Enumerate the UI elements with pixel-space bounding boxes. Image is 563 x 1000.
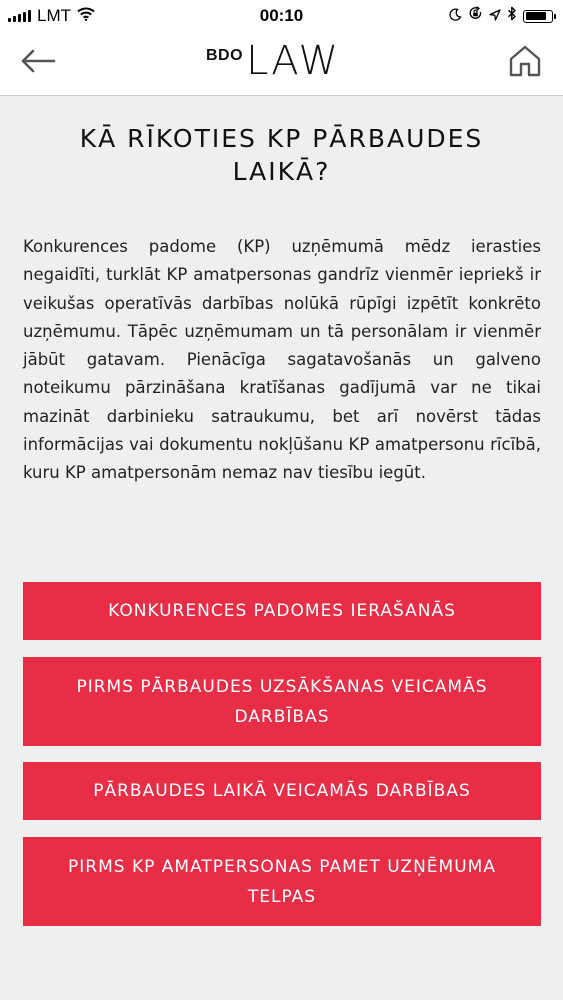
status-bar bbox=[0, 0, 563, 32]
menu-button-competition-council-arrival[interactable] bbox=[23, 582, 541, 640]
page-title: KĀ RĪKOTIES KP PĀRBAUDES LAIKĀ? bbox=[79, 124, 484, 186]
back-button[interactable] bbox=[18, 46, 58, 80]
signal-icon bbox=[8, 10, 31, 22]
menu-button-before-inspection[interactable] bbox=[23, 657, 541, 746]
intro-paragraph: Konkurences padome (KP) uzņēmumā mēdz ierasties negaidīti, turklāt KP amatpersonas gandrīz vienmēr iepriekš ir veikušas operatīvās darbības nolūkā rūpīgi izpētīt konkrēto uzņēmumu. Tāpēc uzņēmumam un tā personālam ir vienmēr jābūt gatavam. Pienācīga sagatavošanās un galveno noteikumu pārzināšana kratīšanas gadījumā var ne tikai mazināt darbinieku satraukumu, bet arī novērst tādas informācijas vai dokumentu nokļūšanu KP amatpersonu rīcībā, kuru KP amatpersonām nemaz nav tiesību iegūt. bbox=[23, 237, 541, 483]
battery-level bbox=[526, 12, 546, 20]
bdo-law-logo bbox=[206, 38, 340, 90]
menu-button-label: PĀRBAUDES LAIKĀ VEICAMĀS DARBĪBAS bbox=[93, 781, 471, 801]
home-icon bbox=[508, 44, 542, 83]
battery-icon bbox=[523, 10, 553, 23]
wifi-icon bbox=[77, 6, 95, 26]
home-button[interactable] bbox=[505, 44, 545, 82]
menu-button-label: KONKURENCES PADOMES IERAŠANĀS bbox=[108, 601, 456, 621]
app-header bbox=[0, 32, 563, 96]
arrow-left-icon bbox=[20, 49, 56, 78]
bluetooth-icon bbox=[507, 6, 517, 26]
menu-button-before-officials-leave[interactable] bbox=[23, 837, 541, 926]
status-bar-right bbox=[449, 6, 553, 26]
menu-button-during-inspection[interactable] bbox=[23, 762, 541, 820]
status-bar-left bbox=[8, 6, 95, 26]
logo-prefix: BDO bbox=[206, 47, 244, 64]
menu-button-label: PIRMS KP AMATPERSONAS PAMET UZŅĒMUMA TELPAS bbox=[68, 856, 496, 907]
status-time: 00:10 bbox=[259, 6, 304, 25]
logo-main: LAW bbox=[246, 38, 340, 84]
carrier-label: LMT bbox=[37, 6, 71, 25]
moon-icon bbox=[449, 6, 462, 26]
menu-button-label: PIRMS PĀRBAUDES UZSĀKŠANAS VEICAMĀS DARBĪBAS bbox=[76, 676, 488, 727]
location-arrow-icon bbox=[489, 6, 501, 26]
orientation-lock-icon bbox=[468, 6, 483, 26]
